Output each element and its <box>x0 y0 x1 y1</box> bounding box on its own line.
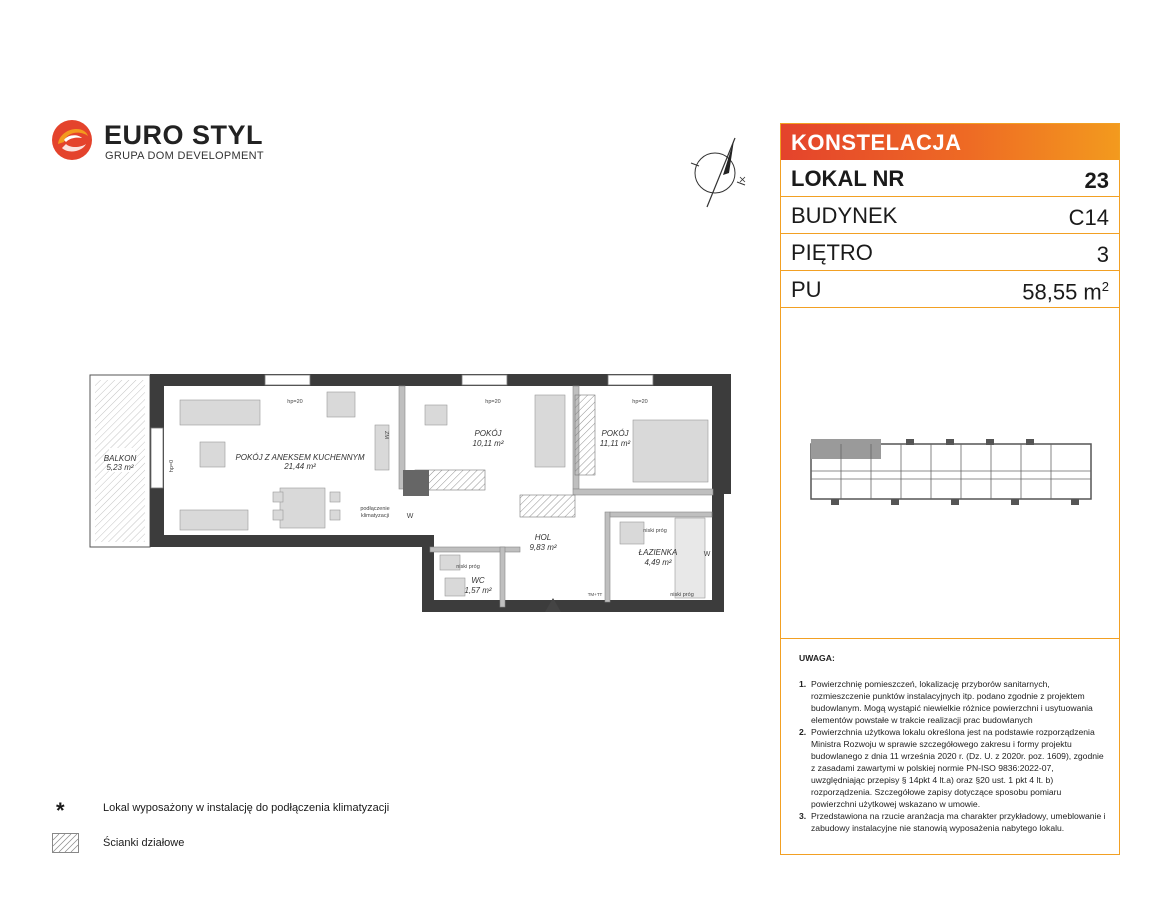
apartment-info-panel <box>780 123 1120 855</box>
brand-subtitle: GRUPA DOM DEVELOPMENT <box>105 150 264 162</box>
pu-label: PU <box>791 277 822 302</box>
hp-label-2: hp=20 <box>485 399 501 405</box>
budynek-label: BUDYNEK <box>791 203 898 228</box>
lokal-label: LOKAL NR <box>791 166 905 191</box>
klima-label-2: klimatyzacji <box>360 513 390 519</box>
kitchen-stove <box>403 470 429 496</box>
notes-section <box>799 652 1109 834</box>
row-pu <box>781 271 1119 308</box>
pokoj2-name: POKÓJ <box>601 429 629 438</box>
note-item: 3. Przedstawiona na rzucie aranżacja ma charakter przykładowy, umeblowanie i zabudowy instalacyjne nie stanowią wyposażenia nabytego lokalu. <box>799 811 1106 833</box>
lazienka-area: 4,49 m² <box>644 558 672 567</box>
niski-prog-2: niski próg <box>643 528 667 534</box>
lazienka-name: ŁAZIENKA <box>638 548 678 557</box>
note-item: 2. Powierzchnia użytkowa lokalu określona jest na podstawie rozporządzenia Ministra Rozwoju w sprawie szczegółowego zakresu i formy projektu budowlanego z dnia 11 września 2020 r. (Dz. U. z 2020r. poz. 1609), zgodnie z zasadami zawartymi w polskiej normie PN-ISO 9836:2022-07, uwzględniając przepisy § 14pkt 4 lt.a) oraz §20 ust. 1 pkt 4 lt. b) rozporządzenia. Szczegółowe zapisy dotyczące sposobu pomiaru powierzchni użytkowej wskazano w umowie. <box>799 727 1104 809</box>
tm-label: TM+TT <box>587 592 603 597</box>
project-name: KONSTELACJA <box>791 130 962 155</box>
w-label-2: W <box>703 551 711 558</box>
row-lokal-nr <box>781 160 1119 197</box>
lokal-value: 23 <box>1084 168 1109 193</box>
zm-label: ZM <box>383 431 389 439</box>
legend-ac-text: Lokal wyposażony w instalację do podłączenia klimatyzacji <box>103 802 390 814</box>
project-header <box>781 124 1119 160</box>
hatch-swatch <box>52 833 79 853</box>
pokoj1-area: 10,11 m² <box>472 439 504 448</box>
niski-prog-1: niski próg <box>456 564 480 570</box>
hp-label-1: hp=20 <box>287 399 303 405</box>
legend-partition-text: Ścianki działowe <box>103 837 185 849</box>
floor-plan <box>85 360 745 620</box>
balkon-name: BALKON <box>103 454 137 463</box>
row-pietro <box>781 234 1119 271</box>
wc-name: WC <box>471 576 485 585</box>
flame-logo-icon <box>50 118 94 162</box>
row-budynek <box>781 197 1119 234</box>
building-key-plan <box>801 429 1101 519</box>
salon-name: POKÓJ Z ANEKSEM KUCHENNYM <box>235 453 365 462</box>
brand-name: EURO STYL <box>104 120 264 150</box>
north-arrow-icon <box>685 135 750 210</box>
budynek-value: C14 <box>1068 205 1109 230</box>
hol-name: HOL <box>534 533 552 542</box>
balkon-area: 5,23 m² <box>106 463 134 472</box>
w-label-1: W <box>406 513 414 520</box>
note-text: Przedstawiona na rzucie aranżacja ma charakter przykładowy, umeblowanie i zabudowy instalacyjne nie stanowią wyposażenia nabytego lokalu. <box>811 811 1106 833</box>
hol-area: 9,83 m² <box>529 543 557 552</box>
asterisk-icon: * <box>56 798 65 823</box>
klima-label-1: podłączenie <box>360 506 390 512</box>
notes-heading: UWAGA: <box>799 653 835 663</box>
pokoj1-name: POKÓJ <box>474 429 502 438</box>
company-logo <box>50 118 270 168</box>
note-text: Powierzchnię pomieszczeń, lokalizację przyborów sanitarnych, rozmieszczenie punktów instalacyjnych itp. podano zgodnie z projektem budowlanym. Mogą wystąpić niewielkie różnice powierzchni i usytuowania elementów powstałe w trakcie realizacji prac budowlanych <box>811 679 1093 725</box>
wc-area: 1,57 m² <box>464 586 492 595</box>
salon-area: 21,44 m² <box>284 462 316 471</box>
key-plan <box>781 309 1119 639</box>
pu-value: 58,55 $m^2$ <box>1022 279 1109 305</box>
note-item: 1. Powierzchnię pomieszczeń, lokalizację przyborów sanitarnych, rozmieszczenie punktów instalacyjnych itp. podano zgodnie z projektem budowlanym. Mogą wystąpić niewielkie różnice powierzchni i usytuowania elementów powstałe w trakcie realizacji prac budowlanych <box>799 679 1093 725</box>
hp-label-vertical: hp=0 <box>169 459 175 473</box>
pietro-label: PIĘTRO <box>791 240 873 265</box>
pokoj2-area: 11,11 m² <box>599 439 631 448</box>
pietro-value: 3 <box>1096 242 1109 267</box>
niski-prog-3: niski próg <box>670 592 694 598</box>
hp-label-3: hp=20 <box>632 399 648 405</box>
note-text: Powierzchnia użytkowa lokalu określona jest na podstawie rozporządzenia Ministra Rozwoju w sprawie szczegółowego zakresu i formy projektu budowlanego z dnia 11 września 2020 r. (Dz. U. z 2020r. poz. 1609), zgodnie z zasadami zawartymi w polskiej normie PN-ISO 9836:2022-07, uwzględniając przepisy § 14pkt 4 lt.a) oraz §20 ust. 1 pkt 4 lt. b) rozporządzenia. Szczegółowe zapisy dotyczące sposobu pomiaru powierzchni użytkowej wskazano w umowie. <box>811 727 1104 809</box>
